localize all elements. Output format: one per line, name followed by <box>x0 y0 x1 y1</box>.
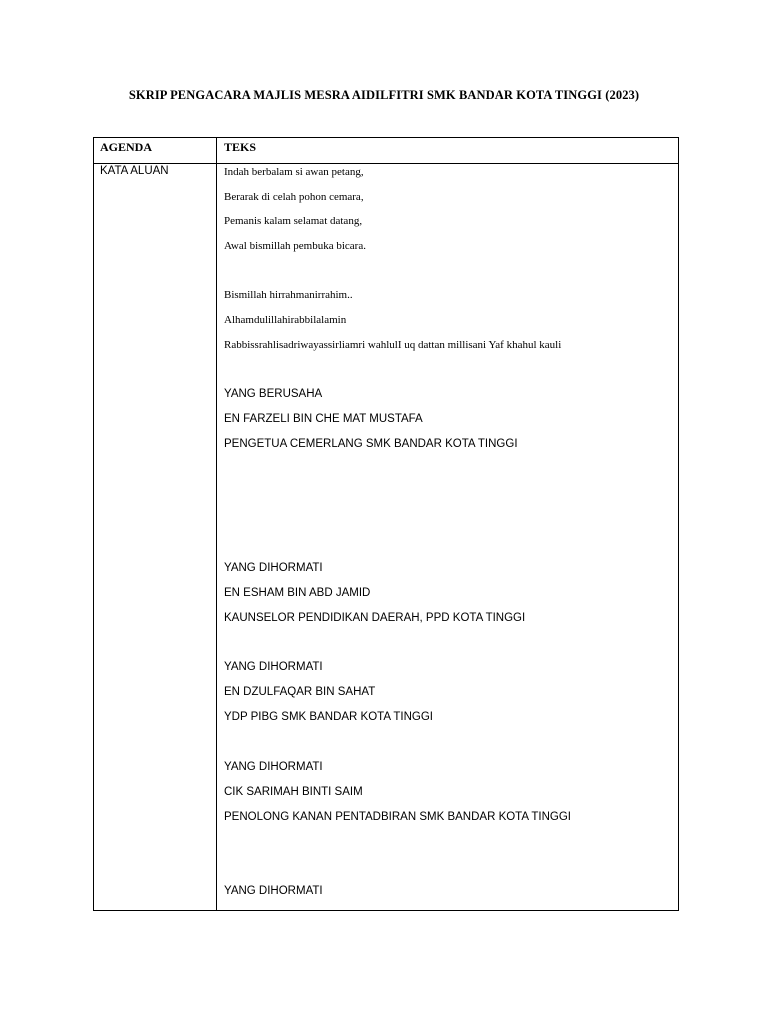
greeting-title: YANG DIHORMATI <box>224 885 323 897</box>
greeting-name: EN FARZELI BIN CHE MAT MUSTAFA <box>224 413 423 425</box>
header-teks: TEKS <box>224 140 257 154</box>
verse-line: Pemanis kalam selamat datang, <box>224 215 363 227</box>
greeting-position: YDP PIBG SMK BANDAR KOTA TINGGI <box>224 711 433 723</box>
greeting-title: YANG DIHORMATI <box>224 761 323 773</box>
greeting-name: EN ESHAM BIN ABD JAMID <box>224 587 371 599</box>
column-divider <box>216 138 217 910</box>
greeting-position: PENOLONG KANAN PENTADBIRAN SMK BANDAR KOTA TINGGI <box>224 811 571 823</box>
greeting-name: CIK SARIMAH BINTI SAIM <box>224 786 363 798</box>
verse-line: Awal bismillah pembuka bicara. <box>224 240 366 252</box>
agenda-cell: KATA ALUAN <box>100 165 169 177</box>
verse-line: Indah berbalam si awan petang, <box>224 166 364 178</box>
greeting-position: KAUNSELOR PENDIDIKAN DAERAH, PPD KOTA TINGGI <box>224 612 526 624</box>
opening-line: Alhamdulillahirabbilalamin <box>224 314 347 326</box>
opening-line: Rabbissrahlisadriwayassirliamri wahlulI uq dattan millisani Yaf khahul kauli <box>224 339 562 351</box>
verse-line: Berarak di celah pohon cemara, <box>224 191 364 203</box>
document-title: SKRIP PENGACARA MAJLIS MESRA AIDILFITRI SMK BANDAR KOTA TINGGI (2023) <box>128 88 640 102</box>
greeting-title: YANG BERUSAHA <box>224 388 323 400</box>
greeting-title: YANG DIHORMATI <box>224 562 323 574</box>
greeting-name: EN DZULFAQAR BIN SAHAT <box>224 686 376 698</box>
opening-line: Bismillah hirrahmanirrahim.. <box>224 289 353 301</box>
header-divider <box>94 163 678 164</box>
script-table <box>93 137 679 911</box>
greeting-title: YANG DIHORMATI <box>224 661 323 673</box>
greeting-position: PENGETUA CEMERLANG SMK BANDAR KOTA TINGGI <box>224 438 518 450</box>
header-agenda: AGENDA <box>100 140 153 154</box>
